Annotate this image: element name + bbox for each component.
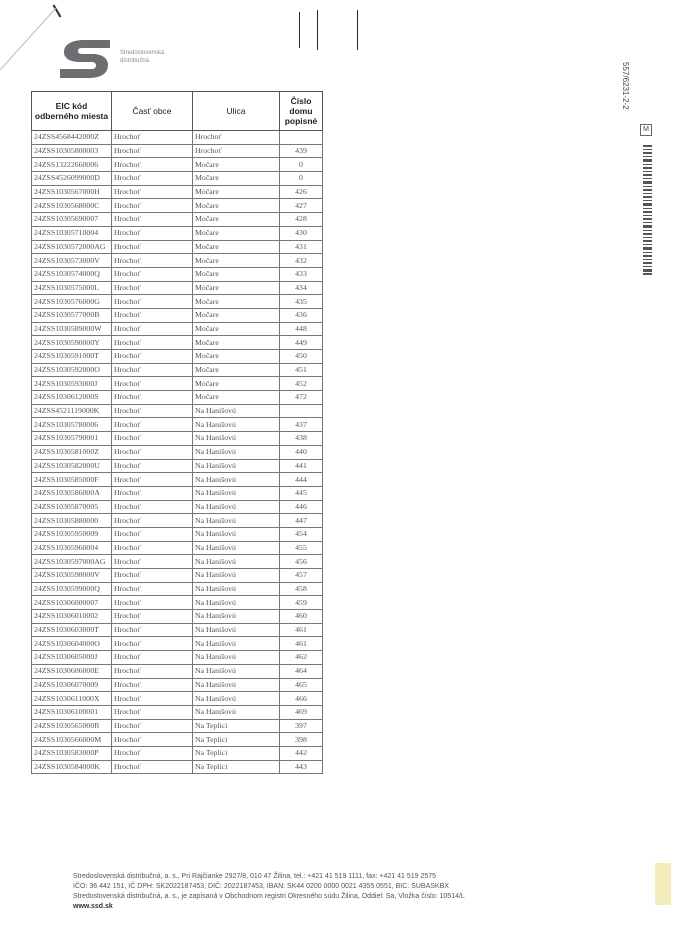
cell-street: Hrochoť <box>193 131 280 145</box>
cell-eic: 24ZSS10305960004 <box>32 541 112 555</box>
table-row <box>32 350 323 364</box>
scan-line <box>299 12 300 48</box>
cell-part: Hrochoť <box>112 746 193 760</box>
cell-part: Hrochoť <box>112 254 193 268</box>
table-row <box>32 473 323 487</box>
table-row <box>32 733 323 747</box>
header-street: Ulica <box>193 92 280 131</box>
cell-number: 449 <box>280 336 323 350</box>
cell-part: Hrochoť <box>112 432 193 446</box>
table-row <box>32 719 323 733</box>
cell-street: Na Teplici <box>193 719 280 733</box>
cell-eic: 24ZSS1030586000A <box>32 486 112 500</box>
table-row <box>32 678 323 692</box>
cell-part: Hrochoť <box>112 569 193 583</box>
eic-table <box>31 91 323 774</box>
cell-part: Hrochoť <box>112 199 193 213</box>
cell-eic: 24ZSS10305880000 <box>32 514 112 528</box>
cell-part: Hrochoť <box>112 582 193 596</box>
cell-street: Močare <box>193 295 280 309</box>
cell-number: 458 <box>280 582 323 596</box>
cell-street: Na Teplici <box>193 760 280 774</box>
cell-part: Hrochoť <box>112 486 193 500</box>
cell-part: Hrochoť <box>112 308 193 322</box>
cell-street: Močare <box>193 391 280 405</box>
cell-number: 465 <box>280 678 323 692</box>
table-row <box>32 377 323 391</box>
table-row <box>32 486 323 500</box>
cell-street: Močare <box>193 226 280 240</box>
cell-street: Močare <box>193 240 280 254</box>
table-row <box>32 199 323 213</box>
cell-eic: 24ZSS1030597000AG <box>32 555 112 569</box>
cell-number: 427 <box>280 199 323 213</box>
cell-number: 461 <box>280 623 323 637</box>
cell-street: Na Hanišovú <box>193 555 280 569</box>
corner-fold-line <box>0 0 60 70</box>
cell-street: Hrochoť <box>193 144 280 158</box>
cell-eic: 24ZSS1030606000E <box>32 664 112 678</box>
cell-street: Na Hanišovú <box>193 473 280 487</box>
cell-part: Hrochoť <box>112 596 193 610</box>
cell-street: Na Hanišovú <box>193 596 280 610</box>
cell-eic: 24ZSS1030590000Y <box>32 336 112 350</box>
cell-part: Hrochoť <box>112 651 193 665</box>
cell-street: Na Hanišovú <box>193 500 280 514</box>
scan-line <box>317 10 318 50</box>
table-row <box>32 267 323 281</box>
cell-street: Na Teplici <box>193 746 280 760</box>
cell-street: Na Hanišovú <box>193 582 280 596</box>
cell-street: Močare <box>193 267 280 281</box>
cell-eic: 24ZSS1030611000X <box>32 692 112 706</box>
cell-eic: 24ZSS1030575000L <box>32 281 112 295</box>
cell-part: Hrochoť <box>112 500 193 514</box>
cell-part: Hrochoť <box>112 678 193 692</box>
cell-part: Hrochoť <box>112 692 193 706</box>
table-row <box>32 158 323 172</box>
document-number: 557/6231-2-2 <box>621 62 630 110</box>
cell-number: 426 <box>280 185 323 199</box>
cell-part: Hrochoť <box>112 295 193 309</box>
cell-eic: 24ZSS1030598000V <box>32 569 112 583</box>
cell-number: 438 <box>280 432 323 446</box>
cell-part: Hrochoť <box>112 541 193 555</box>
cell-number: 432 <box>280 254 323 268</box>
cell-street: Močare <box>193 185 280 199</box>
footer-ids: IČO: 36 442 151, IČ DPH: SK2022187453, DIČ: 2022187453, IBAN: SK44 0200 0000 0021 4355 0551, BIC: SUBASKBX <box>73 883 449 890</box>
cell-part: Hrochoť <box>112 514 193 528</box>
header-part: Časť obce <box>112 92 193 131</box>
cell-part: Hrochoť <box>112 555 193 569</box>
cell-part: Hrochoť <box>112 240 193 254</box>
cell-eic: 24ZSS10305710004 <box>32 226 112 240</box>
table-row <box>32 445 323 459</box>
cell-number: 435 <box>280 295 323 309</box>
table-row <box>32 705 323 719</box>
cell-street: Na Hanišovú <box>193 637 280 651</box>
table-row <box>32 500 323 514</box>
table-row <box>32 363 323 377</box>
cell-part: Hrochoť <box>112 391 193 405</box>
cell-eic: 24ZSS10305790001 <box>32 432 112 446</box>
cell-eic: 24ZSS1030577000B <box>32 308 112 322</box>
table-row <box>32 432 323 446</box>
table-row <box>32 418 323 432</box>
cell-number: 436 <box>280 308 323 322</box>
cell-eic: 24ZSS10305780006 <box>32 418 112 432</box>
cell-number: 450 <box>280 350 323 364</box>
cell-eic: 24ZSS10305690007 <box>32 213 112 227</box>
cell-street: Močare <box>193 363 280 377</box>
table-row <box>32 569 323 583</box>
table-header-row <box>32 92 323 131</box>
cell-part: Hrochoť <box>112 350 193 364</box>
cell-number: 430 <box>280 226 323 240</box>
table-row <box>32 514 323 528</box>
cell-eic: 24ZSS1030572000AG <box>32 240 112 254</box>
cell-eic: 24ZSS1030568000C <box>32 199 112 213</box>
cell-number: 445 <box>280 486 323 500</box>
cell-part: Hrochoť <box>112 377 193 391</box>
cell-street: Na Hanišovú <box>193 404 280 418</box>
cell-street: Na Hanišovú <box>193 651 280 665</box>
cell-number: 439 <box>280 144 323 158</box>
table-row <box>32 610 323 624</box>
cell-street: Močare <box>193 377 280 391</box>
cell-eic: 24ZSS1030599000Q <box>32 582 112 596</box>
cell-number: 469 <box>280 705 323 719</box>
table-row <box>32 651 323 665</box>
cell-part: Hrochoť <box>112 473 193 487</box>
cell-part: Hrochoť <box>112 459 193 473</box>
cell-eic: 24ZSS1030593000J <box>32 377 112 391</box>
cell-part: Hrochoť <box>112 185 193 199</box>
cell-number: 398 <box>280 733 323 747</box>
table-row <box>32 596 323 610</box>
company-name-line1: Stredoslovenská <box>120 50 165 56</box>
table-row <box>32 527 323 541</box>
cell-street: Močare <box>193 172 280 186</box>
cell-street: Na Hanišovú <box>193 705 280 719</box>
cell-number: 446 <box>280 500 323 514</box>
footer-register: Stredoslovenská distribučná, a. s., je zapísaná v Obchodnom registri Okresného súdu Žilina, Oddiel: Sa, Vložka číslo: 10514/L <box>73 893 465 900</box>
cell-number: 440 <box>280 445 323 459</box>
cell-eic: 24ZSS10305950009 <box>32 527 112 541</box>
table-row <box>32 623 323 637</box>
table-row <box>32 281 323 295</box>
cell-number: 443 <box>280 760 323 774</box>
company-name-line2: distribučná <box>120 58 150 64</box>
cell-eic: 24ZSS1030566000M <box>32 733 112 747</box>
cell-street: Na Teplici <box>193 733 280 747</box>
cell-part: Hrochoť <box>112 363 193 377</box>
table-row <box>32 254 323 268</box>
cell-part: Hrochoť <box>112 705 193 719</box>
cell-street: Na Hanišovú <box>193 678 280 692</box>
table-row <box>32 185 323 199</box>
cell-part: Hrochoť <box>112 527 193 541</box>
table-body <box>32 131 323 774</box>
footer-web-link[interactable]: www.ssd.sk <box>73 903 113 910</box>
cell-number: 462 <box>280 651 323 665</box>
cell-eic: 24ZSS13222660006 <box>32 158 112 172</box>
cell-number: 461 <box>280 637 323 651</box>
cell-number: 456 <box>280 555 323 569</box>
cell-number: 444 <box>280 473 323 487</box>
cell-number: 428 <box>280 213 323 227</box>
cell-part: Hrochoť <box>112 733 193 747</box>
cell-number: 451 <box>280 363 323 377</box>
table-row <box>32 391 323 405</box>
cell-eic: 24ZSS1030612000S <box>32 391 112 405</box>
table-row <box>32 555 323 569</box>
cell-number: 431 <box>280 240 323 254</box>
cell-street: Na Hanišovú <box>193 459 280 473</box>
cell-number: 459 <box>280 596 323 610</box>
table-row <box>32 144 323 158</box>
cell-part: Hrochoť <box>112 445 193 459</box>
cell-part: Hrochoť <box>112 172 193 186</box>
table-row <box>32 322 323 336</box>
cell-number: 454 <box>280 527 323 541</box>
cell-eic: 24ZSS1030567000H <box>32 185 112 199</box>
cell-eic: 24ZSS1030589000W <box>32 322 112 336</box>
cell-part: Hrochoť <box>112 637 193 651</box>
cell-part: Hrochoť <box>112 131 193 145</box>
cell-eic: 24ZSS1030582000U <box>32 459 112 473</box>
cell-street: Na Hanišovú <box>193 610 280 624</box>
table-row <box>32 582 323 596</box>
table-row <box>32 131 323 145</box>
cell-eic: 24ZSS10306000007 <box>32 596 112 610</box>
cell-street: Na Hanišovú <box>193 541 280 555</box>
cell-street: Močare <box>193 213 280 227</box>
cell-number: 0 <box>280 172 323 186</box>
cell-eic: 24ZSS10305870005 <box>32 500 112 514</box>
cell-eic: 24ZSS4568442000Z <box>32 131 112 145</box>
cell-eic: 24ZSS1030583000P <box>32 746 112 760</box>
cell-street: Na Hanišovú <box>193 445 280 459</box>
table-row <box>32 664 323 678</box>
cell-part: Hrochoť <box>112 213 193 227</box>
ssd-logo-icon <box>58 34 112 84</box>
cell-number: 442 <box>280 746 323 760</box>
header-number: Číslo domu popisné <box>280 92 323 131</box>
cell-eic: 24ZSS1030584000K <box>32 760 112 774</box>
table-row <box>32 295 323 309</box>
cell-number: 397 <box>280 719 323 733</box>
cell-street: Močare <box>193 308 280 322</box>
cell-street: Na Hanišovú <box>193 514 280 528</box>
side-yellow-mark <box>655 863 671 905</box>
company-logo <box>58 34 112 84</box>
cell-number: 457 <box>280 569 323 583</box>
cell-number: 448 <box>280 322 323 336</box>
cell-eic: 24ZSS10306100001 <box>32 705 112 719</box>
footer <box>73 872 465 912</box>
m-box: M <box>640 124 652 136</box>
cell-part: Hrochoť <box>112 610 193 624</box>
cell-street: Na Hanišovú <box>193 432 280 446</box>
cell-eic: 24ZSS1030576000G <box>32 295 112 309</box>
cell-eic: 24ZSS1030591000T <box>32 350 112 364</box>
cell-part: Hrochoť <box>112 322 193 336</box>
cell-number: 460 <box>280 610 323 624</box>
cell-street: Na Hanišovú <box>193 527 280 541</box>
cell-part: Hrochoť <box>112 719 193 733</box>
table-row <box>32 637 323 651</box>
cell-eic: 24ZSS1030573000V <box>32 254 112 268</box>
cell-street: Močare <box>193 158 280 172</box>
cell-eic: 24ZSS10305800003 <box>32 144 112 158</box>
cell-number: 464 <box>280 664 323 678</box>
cell-part: Hrochoť <box>112 267 193 281</box>
cell-street: Na Hanišovú <box>193 692 280 706</box>
table-row <box>32 240 323 254</box>
company-name <box>120 49 164 65</box>
cell-eic: 24ZSS10306010002 <box>32 610 112 624</box>
cell-street: Na Hanišovú <box>193 623 280 637</box>
cell-eic: 24ZSS1030592000O <box>32 363 112 377</box>
cell-street: Močare <box>193 350 280 364</box>
cell-eic: 24ZSS4521119000K <box>32 404 112 418</box>
table-row <box>32 336 323 350</box>
cell-number <box>280 131 323 145</box>
cell-number: 434 <box>280 281 323 295</box>
cell-number: 441 <box>280 459 323 473</box>
cell-number: 447 <box>280 514 323 528</box>
cell-eic: 24ZSS10306070009 <box>32 678 112 692</box>
cell-number: 472 <box>280 391 323 405</box>
table-row <box>32 746 323 760</box>
scan-line <box>357 10 358 50</box>
cell-number: 437 <box>280 418 323 432</box>
cell-part: Hrochoť <box>112 336 193 350</box>
cell-number: 466 <box>280 692 323 706</box>
cell-part: Hrochoť <box>112 760 193 774</box>
cell-street: Močare <box>193 281 280 295</box>
header-eic: EIC kód odberného miesta <box>32 92 112 131</box>
cell-eic: 24ZSS4526099000D <box>32 172 112 186</box>
table-row <box>32 404 323 418</box>
cell-part: Hrochoť <box>112 158 193 172</box>
cell-street: Na Hanišovú <box>193 418 280 432</box>
cell-number <box>280 404 323 418</box>
cell-eic: 24ZSS1030605000J <box>32 651 112 665</box>
table-row <box>32 541 323 555</box>
cell-street: Močare <box>193 336 280 350</box>
cell-part: Hrochoť <box>112 623 193 637</box>
cell-street: Na Hanišovú <box>193 569 280 583</box>
table-row <box>32 308 323 322</box>
cell-eic: 24ZSS1030603000T <box>32 623 112 637</box>
table-row <box>32 459 323 473</box>
cell-eic: 24ZSS1030581000Z <box>32 445 112 459</box>
cell-street: Močare <box>193 199 280 213</box>
table-row <box>32 172 323 186</box>
cell-part: Hrochoť <box>112 144 193 158</box>
footer-address: Stredoslovenská distribučná, a. s., Pri Rajčianke 2927/8, 010 47 Žilina, tel.: +421 41 519 1111, fax: +421 41 519 2575 <box>73 873 437 880</box>
cell-street: Močare <box>193 254 280 268</box>
cell-street: Močare <box>193 322 280 336</box>
barcode-icon <box>643 145 652 275</box>
cell-number: 455 <box>280 541 323 555</box>
cell-street: Na Hanišovú <box>193 486 280 500</box>
table-row <box>32 213 323 227</box>
cell-number: 433 <box>280 267 323 281</box>
cell-part: Hrochoť <box>112 404 193 418</box>
cell-part: Hrochoť <box>112 281 193 295</box>
table-row <box>32 226 323 240</box>
cell-eic: 24ZSS1030585000F <box>32 473 112 487</box>
cell-eic: 24ZSS1030565000R <box>32 719 112 733</box>
cell-part: Hrochoť <box>112 418 193 432</box>
table-row <box>32 760 323 774</box>
cell-number: 0 <box>280 158 323 172</box>
cell-number: 452 <box>280 377 323 391</box>
cell-street: Na Hanišovú <box>193 664 280 678</box>
cell-eic: 24ZSS1030574000Q <box>32 267 112 281</box>
cell-part: Hrochoť <box>112 226 193 240</box>
table-row <box>32 692 323 706</box>
cell-part: Hrochoť <box>112 664 193 678</box>
cell-eic: 24ZSS1030604000O <box>32 637 112 651</box>
